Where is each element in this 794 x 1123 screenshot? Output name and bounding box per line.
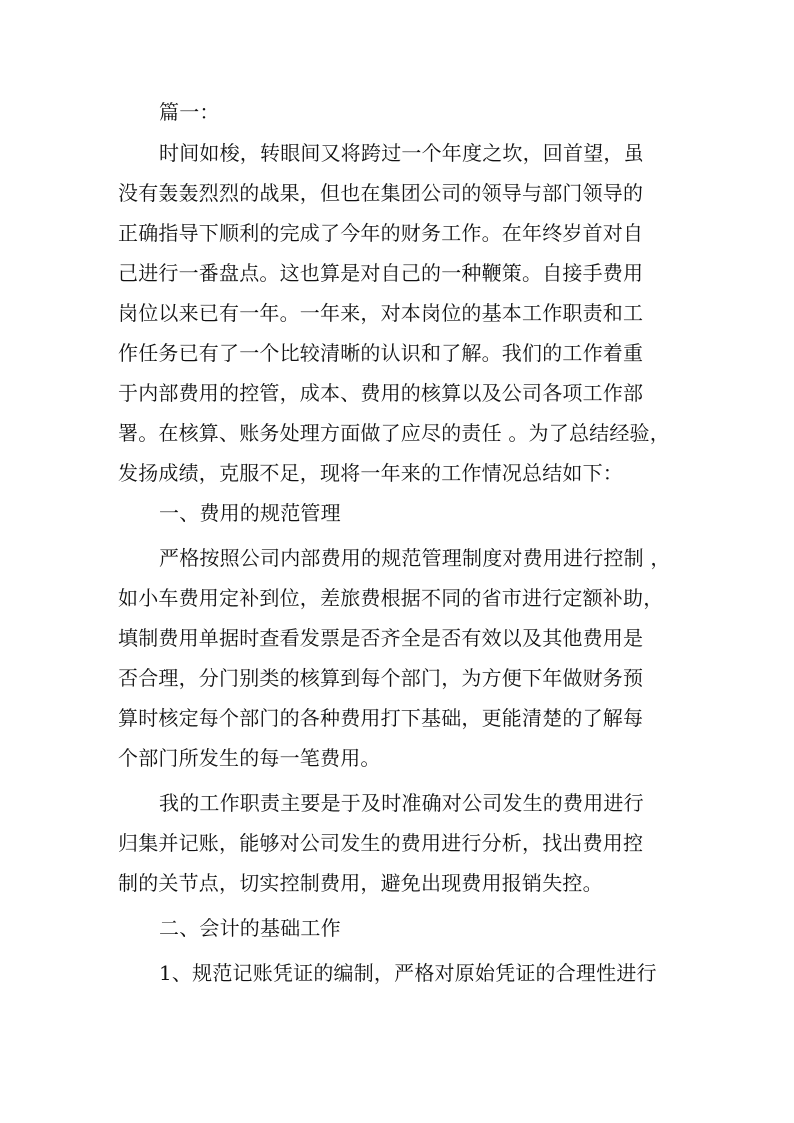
- section-heading-accounting-basics: [118, 908, 670, 948]
- paragraph-voucher: [118, 953, 670, 993]
- paragraph-line: 算时核定每个部门的各种费用打下基础，更能清楚的了解每: [118, 706, 644, 730]
- paragraph-intro: [118, 133, 670, 493]
- paragraph-line: 填制费用单据时查看发票是否齐全是否有效以及其他费用是: [118, 626, 644, 650]
- section-heading: 二、会计的基础工作: [159, 916, 341, 940]
- document-heading: 篇一：: [159, 100, 220, 124]
- paragraph-line: 个部门所发生的每一笔费用。: [118, 746, 381, 770]
- paragraph-line: 如小车费用定补到位，差旅费根据不同的省市进行定额补助，: [118, 586, 664, 610]
- paragraph-line: 作任务已有了一个比较清晰的认识和了解。我们的工作着重: [118, 341, 644, 365]
- paragraph-line: 于内部费用的控管，成本、费用的核算以及公司各项工作部: [118, 381, 644, 405]
- paragraph-line: 我的工作职责主要是于及时准确对公司发生的费用进行: [159, 791, 644, 815]
- paragraph-line: 岗位以来已有一年。一年来，对本岗位的基本工作职责和工: [118, 301, 644, 325]
- paragraph-line: 正确指导下顺利的完成了今年的财务工作。在年终岁首对自: [118, 221, 644, 245]
- paragraph-line: 署。在核算、账务处理方面做了应尽的责任 。为了总结经验，: [118, 421, 670, 445]
- paragraph-line: 己进行一番盘点。这也算是对自己的一种鞭策。自接手费用: [118, 261, 644, 285]
- paragraph-line: 归集并记账，能够对公司发生的费用进行分析，找出费用控: [118, 831, 644, 855]
- paragraph-line: 没有轰轰烈烈的战果，但也在集团公司的领导与部门领导的: [118, 181, 644, 205]
- document-body: [118, 92, 670, 993]
- paragraph-line: 否合理，分门别类的核算到每个部门，为方便下年做财务预: [118, 666, 644, 690]
- section-heading-expense-management: [118, 493, 670, 533]
- paragraph-line: 发扬成绩，克服不足，现将一年来的工作情况总结如下：: [118, 461, 623, 485]
- paragraph-line: 1、规范记账凭证的编制，严格对原始凭证的合理性进行: [159, 961, 657, 985]
- paragraph-line: 严格按照公司内部费用的规范管理制度对费用进行控制 ，: [159, 546, 671, 570]
- section-heading: 一、费用的规范管理: [159, 501, 341, 525]
- paragraph-duties: [118, 783, 670, 903]
- paragraph-line: 时间如梭，转眼间又将跨过一个年度之坎，回首望，虽: [159, 141, 644, 165]
- paragraph-expense-control: [118, 538, 670, 778]
- paragraph-line: 制的关节点，切实控制费用，避免出现费用报销失控。: [118, 871, 603, 895]
